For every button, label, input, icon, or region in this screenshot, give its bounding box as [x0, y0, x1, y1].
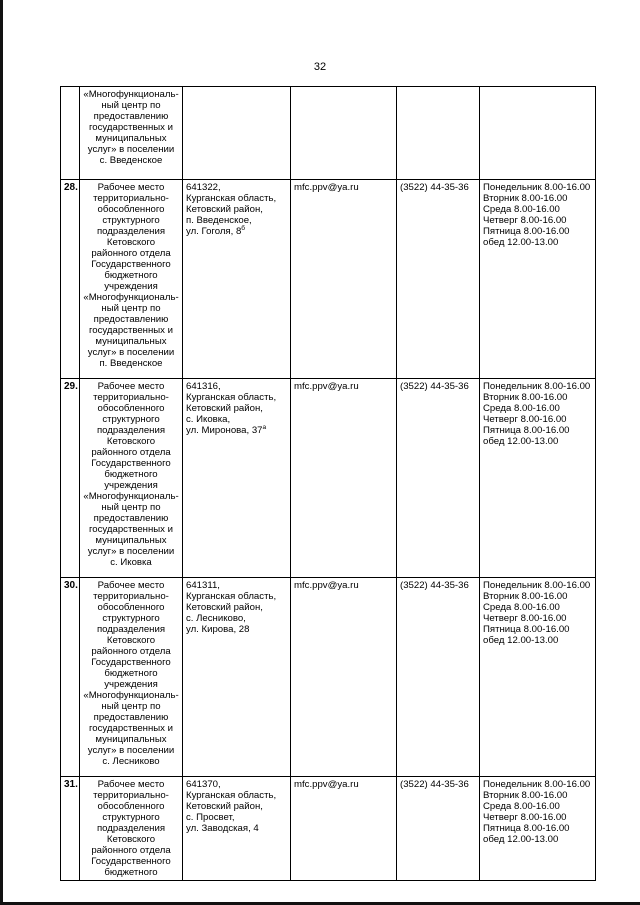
office-name-line: ный центр по: [101, 701, 161, 712]
hours-line: Пятница 8.00-16.00: [483, 823, 570, 834]
office-name-line: с. Лесниково: [102, 756, 160, 767]
office-email: mfc.ppv@ya.ru: [291, 180, 397, 379]
office-address: [183, 180, 291, 379]
office-name-line: Кетовского: [106, 635, 156, 646]
office-name-line: районного отдела: [91, 248, 171, 259]
office-name-line: Рабочее место: [97, 580, 165, 591]
office-name-line: обособленного: [97, 403, 165, 414]
hours-line: обед 12.00-13.00: [483, 834, 559, 845]
office-name-line: ный центр по: [101, 100, 161, 111]
hours-line: Пятница 8.00-16.00: [483, 425, 570, 436]
hours-line: Понедельник 8.00-16.00: [483, 779, 591, 790]
address-line: 641316,: [186, 381, 221, 392]
address-line: с. Иковка,: [186, 414, 231, 425]
address-superscript: а: [262, 423, 267, 431]
hours-line: Пятница 8.00-16.00: [483, 226, 570, 237]
office-email: [291, 87, 397, 180]
office-name-line: п. Введенское: [99, 358, 163, 369]
office-hours: [480, 180, 596, 379]
office-name-line: территориально-: [93, 591, 169, 602]
office-name-line: подразделения: [96, 823, 166, 834]
hours-line: Среда 8.00-16.00: [483, 801, 560, 812]
address-line: Кетовский район,: [186, 602, 263, 613]
hours-line: обед 12.00-13.00: [483, 436, 559, 447]
office-address: [183, 379, 291, 578]
office-phone: (3522) 44-35-36: [397, 379, 480, 578]
address-line: с. Просвет,: [186, 812, 235, 823]
address-line: Курганская область,: [186, 193, 277, 204]
hours-line: обед 12.00-13.00: [483, 237, 559, 248]
table-body: [61, 87, 596, 881]
office-name-line: структурного: [102, 414, 160, 425]
office-name-line: структурного: [102, 215, 160, 226]
office-name-line: учреждения: [104, 480, 158, 491]
office-name-line: Государственного: [91, 657, 171, 668]
office-name-line: государственных и: [89, 524, 173, 535]
office-name-line: обособленного: [97, 801, 165, 812]
office-name-line: ный центр по: [101, 303, 161, 314]
office-name-line: с. Иковка: [110, 557, 152, 568]
office-phone: (3522) 44-35-36: [397, 578, 480, 777]
address-line: Кетовский район,: [186, 204, 263, 215]
office-name-line: районного отдела: [91, 845, 171, 856]
office-name-line: территориально-: [93, 790, 169, 801]
hours-line: Вторник 8.00-16.00: [483, 790, 568, 801]
office-email: mfc.ppv@ya.ru: [291, 379, 397, 578]
office-name-line: «Многофункциональ-: [83, 89, 179, 100]
office-name-line: учреждения: [104, 679, 158, 690]
office-name-line: Рабочее место: [97, 182, 165, 193]
address-line: п. Введенское,: [186, 215, 252, 226]
row-number: 30.: [61, 578, 80, 777]
office-name: [80, 379, 183, 578]
office-hours: [480, 777, 596, 881]
row-number: 28.: [61, 180, 80, 379]
office-name-line: Рабочее место: [97, 779, 165, 790]
office-hours: [480, 379, 596, 578]
office-address: [183, 777, 291, 881]
office-name-line: бюджетного: [104, 668, 158, 679]
office-name-line: бюджетного: [104, 469, 158, 480]
office-name-line: районного отдела: [91, 646, 171, 657]
address-line: ул. Гоголя, $8^б$: [186, 224, 246, 237]
office-address: [183, 87, 291, 180]
office-name-line: предоставлению: [93, 111, 169, 122]
mfc-offices-table: [60, 86, 596, 881]
office-name-line: районного отдела: [91, 447, 171, 458]
page-number: 32: [313, 61, 327, 73]
office-name-line: муниципальных: [95, 133, 167, 144]
table-row: [61, 777, 596, 881]
address-superscript: б: [241, 224, 246, 232]
office-hours: [480, 87, 596, 180]
office-name-line: услуг» в поселении: [87, 347, 175, 358]
office-name-line: услуг» в поселении: [87, 144, 175, 155]
office-name-line: структурного: [102, 613, 160, 624]
row-number: [61, 87, 80, 180]
address-line: ул. Миронова, $37^а$: [186, 423, 267, 436]
office-name-line: предоставлению: [93, 314, 169, 325]
hours-line: Четверг 8.00-16.00: [483, 414, 567, 425]
office-name-line: услуг» в поселении: [87, 546, 175, 557]
office-name-line: ный центр по: [101, 502, 161, 513]
office-name-line: территориально-: [93, 392, 169, 403]
office-name-line: подразделения: [96, 425, 166, 436]
hours-line: Среда 8.00-16.00: [483, 403, 560, 414]
address-line: 641370,: [186, 779, 221, 790]
address-line: ул. Заводская, 4: [186, 823, 259, 834]
address-line: с. Лесниково,: [186, 613, 246, 624]
office-name-line: предоставлению: [93, 513, 169, 524]
hours-line: Среда 8.00-16.00: [483, 204, 560, 215]
address-line: Курганская область,: [186, 591, 277, 602]
office-name-line: подразделения: [96, 226, 166, 237]
hours-line: Четверг 8.00-16.00: [483, 812, 567, 823]
office-name-line: обособленного: [97, 204, 165, 215]
office-name-line: структурного: [102, 812, 160, 823]
office-name: [80, 87, 183, 180]
office-name-line: Кетовского: [106, 834, 156, 845]
hours-line: Четверг 8.00-16.00: [483, 215, 567, 226]
address-line: Кетовский район,: [186, 403, 263, 414]
office-name-line: обособленного: [97, 602, 165, 613]
office-name-line: учреждения: [104, 281, 158, 292]
office-phone: (3522) 44-35-36: [397, 777, 480, 881]
office-name-line: подразделения: [96, 624, 166, 635]
row-number: 29.: [61, 379, 80, 578]
office-name-line: государственных и: [89, 325, 173, 336]
office-name-line: государственных и: [89, 122, 173, 133]
office-name-line: бюджетного: [104, 270, 158, 281]
hours-line: обед 12.00-13.00: [483, 635, 559, 646]
office-email: mfc.ppv@ya.ru: [291, 777, 397, 881]
hours-line: Понедельник 8.00-16.00: [483, 580, 591, 591]
office-name-line: услуг» в поселении: [87, 745, 175, 756]
office-name-line: Государственного: [91, 259, 171, 270]
hours-line: Четверг 8.00-16.00: [483, 613, 567, 624]
office-name: [80, 578, 183, 777]
office-name-line: бюджетного: [104, 867, 158, 878]
office-name-line: муниципальных: [95, 734, 167, 745]
table-row: [61, 180, 596, 379]
office-name-line: Кетовского: [106, 237, 156, 248]
office-name-line: «Многофункциональ-: [83, 690, 179, 701]
office-email: mfc.ppv@ya.ru: [291, 578, 397, 777]
office-phone: (3522) 44-35-36: [397, 180, 480, 379]
office-name-line: Кетовского: [106, 436, 156, 447]
table-row: [61, 379, 596, 578]
hours-line: Вторник 8.00-16.00: [483, 591, 568, 602]
address-line: Кетовский район,: [186, 801, 263, 812]
office-name-line: государственных и: [89, 723, 173, 734]
office-name-line: муниципальных: [95, 535, 167, 546]
office-name: [80, 180, 183, 379]
office-hours: [480, 578, 596, 777]
hours-line: Среда 8.00-16.00: [483, 602, 560, 613]
office-name-line: Государственного: [91, 856, 171, 867]
office-name-line: Государственного: [91, 458, 171, 469]
address-line: ул. Кирова, 28: [186, 624, 250, 635]
address-line: Курганская область,: [186, 392, 277, 403]
office-name-line: территориально-: [93, 193, 169, 204]
scan-left-edge: [0, 0, 3, 905]
hours-line: Вторник 8.00-16.00: [483, 193, 568, 204]
hours-line: Вторник 8.00-16.00: [483, 392, 568, 403]
table-row: [61, 578, 596, 777]
hours-line: Понедельник 8.00-16.00: [483, 381, 591, 392]
office-name-line: «Многофункциональ-: [83, 491, 179, 502]
table-row: [61, 87, 596, 180]
address-line: 641311,: [186, 580, 220, 591]
office-name-line: с. Введенское: [99, 155, 163, 166]
office-address: [183, 578, 291, 777]
office-name-line: Рабочее место: [97, 381, 165, 392]
office-phone: [397, 87, 480, 180]
hours-line: Понедельник 8.00-16.00: [483, 182, 591, 193]
office-name-line: «Многофункциональ-: [83, 292, 179, 303]
office-name-line: предоставлению: [93, 712, 169, 723]
row-number: 31.: [61, 777, 80, 881]
address-line: 641322,: [186, 182, 221, 193]
office-name-line: муниципальных: [95, 336, 167, 347]
office-name: [80, 777, 183, 881]
address-line: Курганская область,: [186, 790, 277, 801]
hours-line: Пятница 8.00-16.00: [483, 624, 570, 635]
